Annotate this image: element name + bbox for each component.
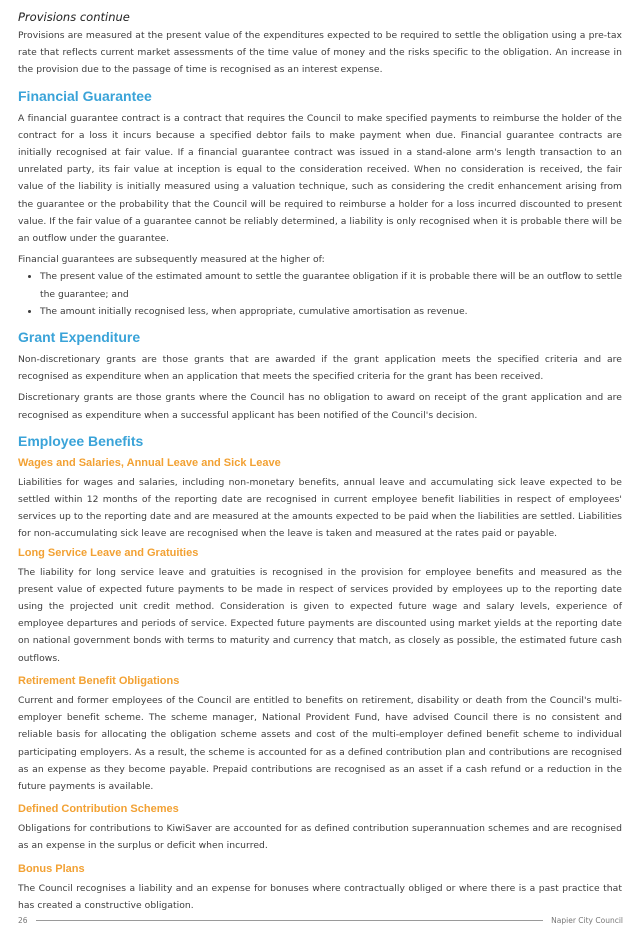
retirement-paragraph: Current and former employees of the Council are entitled to benefits on retirement, disability or death from the Council's multi-employer benefit scheme. The scheme manager, National Provident Fund, have advised Council there is no consistent and reliable basis for allocating the obligation scheme assets and cost of the multi-employer defined benefit scheme to individual participating employers. As a result, the scheme is accounted for as a defined contribution plan and contributions are recognised as an expense as they become payable. Prepaid contributions are recognised as an asset if a cash refund or a reduction in the future payments is available. — [18, 694, 622, 792]
bonus-plans-paragraph: The Council recognises a liability and an expense for bonuses where contractually obliged or where there is a past practice that has created a constructive obligation. — [18, 882, 622, 911]
retirement-heading: Retirement Benefit Obligations — [18, 674, 180, 687]
document-page — [18, 10, 622, 918]
page-number: 26 — [18, 915, 28, 925]
grant-expenditure-paragraph-1: Non-discretionary grants are those grants that are awarded if the grant application meets the specified criteria and are recognised as expenditure when an application that meets the specified criteria for the grant has been received. — [18, 354, 622, 383]
section-continue-title: Provisions continue — [18, 10, 130, 24]
footer-divider — [36, 920, 544, 921]
financial-guarantee-heading: Financial Guarantee — [18, 87, 152, 104]
page-footer — [18, 914, 623, 926]
employee-benefits-heading: Employee Benefits — [18, 432, 144, 449]
long-service-heading: Long Service Leave and Gratuities — [18, 546, 199, 559]
footer-organisation: Napier City Council — [551, 915, 623, 925]
provisions-paragraph: Provisions are measured at the present value of the expenditures expected to be required to settle the obligation using a pre-tax rate that reflects current market assessments of the time value of money and the risks specific to the obligation. An increase in the provision due to the passage of time is recognised as an interest expense. — [18, 30, 622, 76]
financial-guarantee-paragraph-1: A financial guarantee contract is a contract that requires the Council to make specified payments to reimburse the holder of the contract for a loss it incurs because a specified debtor fails to make payment when due. Financial guarantee contracts are initially recognised at fair value. If a financial guarantee contract was issued in a stand-alone arm's length transaction to an unrelated party, its fair value at inception is equal to the consideration received. When no consideration is received, the fair value of the liability is initially measured using a valuation technique, such as considering the credit enhancement arising from the guarantee or the probability that the Council will be required to reimburse a holder for a loss incurred discounted to present value. If the fair value of a guarantee cannot be reliably determined, a liability is only recognised when it is probable there will be an outflow under the guarantee. — [18, 112, 622, 245]
financial-guarantee-paragraph-2: Financial guarantees are subsequently measured at the higher of: — [18, 254, 325, 266]
grant-expenditure-paragraph-2: Discretionary grants are those grants where the Council has no obligation to award on receipt of the grant application and are recognised as expenditure when a successful applicant has been notified of the Council's decision. — [18, 392, 622, 421]
financial-guarantee-list — [18, 268, 622, 320]
wages-heading: Wages and Salaries, Annual Leave and Sick Leave — [18, 456, 281, 469]
wages-paragraph: Liabilities for wages and salaries, including non-monetary benefits, annual leave and accumulating sick leave expected to be settled within 12 months of the reporting date are recognised in current employee benefit liabilities in respect of employees' services up to the reporting date and are measured at the amounts expected to be paid when the liabilities are settled. Liabilities for non-accumulating sick leave are recognised when the leave is taken and measured at the rates paid or payable. — [18, 476, 622, 540]
defined-contribution-paragraph: Obligations for contributions to KiwiSaver are accounted for as defined contribution superannuation schemes and are recognised as an expense in the surplus or deficit when incurred. — [18, 823, 622, 852]
list-item: • The amount initially recognised less, when appropriate, cumulative amortisation as revenue. — [40, 303, 622, 320]
defined-contribution-heading: Defined Contribution Schemes — [18, 803, 179, 816]
grant-expenditure-heading: Grant Expenditure — [18, 329, 141, 346]
bonus-plans-heading: Bonus Plans — [18, 862, 85, 875]
list-item: • The present value of the estimated amount to settle the guarantee obligation if it is probable there will be an outflow to settle the guarantee; and — [40, 268, 622, 302]
long-service-paragraph: The liability for long service leave and gratuities is recognised in the provision for employee benefits and measured as the present value of expected future payments to be made in respect of services provided by employees up to the reporting date using the projected unit credit method. Consideration is given to expected future wage and salary levels, experience of employee departures and periods of service. Expected future payments are discounted using market yields at the reporting date on national government bonds with terms to maturity and currency that match, as closely as possible, the estimated future cash outflows. — [18, 566, 622, 664]
